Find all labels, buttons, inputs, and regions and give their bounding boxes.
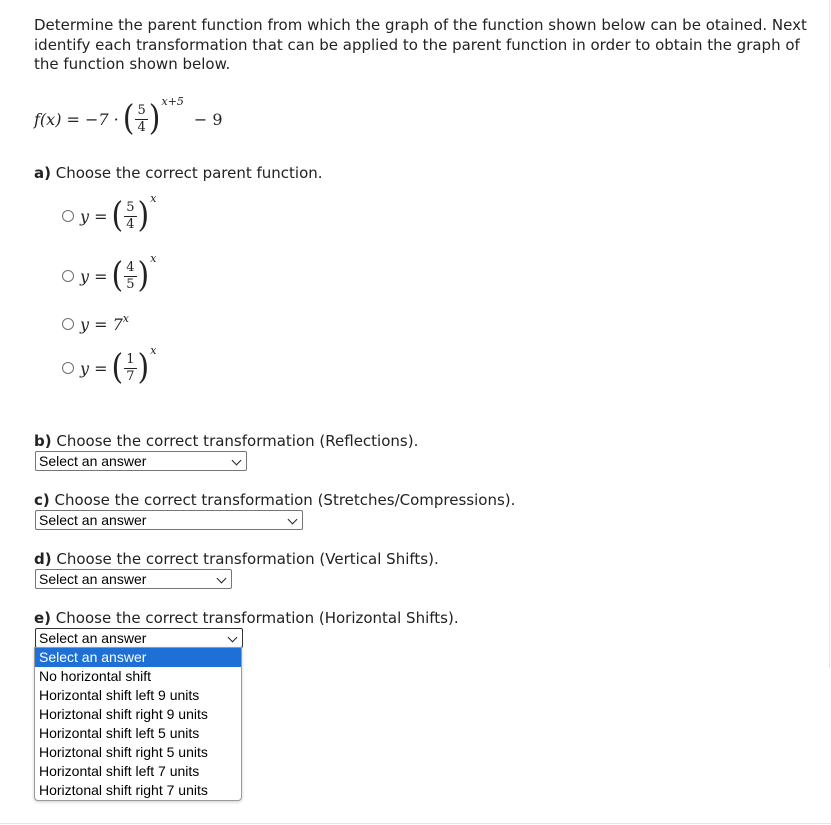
dropdown-option[interactable]: Select an answer — [35, 648, 241, 667]
dropdown-option[interactable]: Horiztonal shift right 9 units — [39, 706, 208, 722]
radio-option-4[interactable] — [62, 362, 74, 374]
horizontal-shifts-select[interactable]: Select an answer — [35, 628, 243, 648]
dropdown-option[interactable]: No horizontal shift — [39, 668, 152, 684]
dropdown-option[interactable]: Horizontal shift left 5 units — [39, 725, 200, 741]
parent-option-1[interactable]: y = ( $\frac{5}{4}$ ) x — [62, 191, 156, 241]
function-tail: − 9 — [193, 109, 223, 129]
stretches-select[interactable]: Select an answer — [35, 510, 303, 530]
vertical-shifts-select[interactable]: Select an answer — [35, 569, 232, 589]
dropdown-option[interactable]: Horizontal shift left 9 units — [39, 687, 200, 703]
reflections-select[interactable]: Select an answer — [35, 451, 247, 471]
function-frac-num: 5 — [137, 102, 146, 118]
chevron-down-icon — [288, 515, 298, 525]
dropdown-option[interactable]: Horiztonal shift right 7 units — [39, 782, 208, 798]
radio-option-2[interactable] — [62, 270, 74, 282]
part-a-title: a) Choose the correct parent function. — [34, 164, 323, 182]
part-e-title: e) Choose the correct transformation (Horizontal Shifts). — [34, 609, 459, 627]
chevron-down-icon — [232, 456, 242, 466]
chevron-down-icon — [228, 633, 238, 643]
radio-option-1[interactable] — [62, 210, 74, 222]
function-expression: f(x) = −7 · ( $\frac{5}{4}$ ) x+5 − 9 — [34, 94, 223, 139]
chevron-down-icon — [217, 574, 227, 584]
dropdown-option[interactable]: Horiztonal shift right 5 units — [39, 744, 208, 760]
function-frac-den: 4 — [137, 119, 146, 135]
dropdown-option[interactable]: Horizontal shift left 7 units — [39, 763, 200, 779]
function-exponent: x+5 — [161, 94, 184, 108]
parent-option-2[interactable]: y = ( $\frac{4}{5}$ ) x — [62, 251, 156, 301]
function-lhs: f(x) = −7 · — [34, 109, 119, 129]
part-c-title: c) Choose the correct transformation (Stretches/Compressions). — [34, 491, 516, 509]
radio-option-3[interactable] — [62, 318, 74, 330]
bottom-border — [0, 823, 831, 824]
right-border — [829, 0, 830, 668]
horizontal-shifts-dropdown — [34, 647, 242, 801]
parent-option-3[interactable]: y = 7 x — [62, 311, 129, 337]
question-intro: Determine the parent function from which the graph of the function shown below can be otained. Next identify each transformation that can be applied to the parent function in order to obtain the graph of the function shown below. — [34, 16, 807, 73]
part-d-title: d) Choose the correct transformation (Vertical Shifts). — [34, 550, 439, 568]
part-b-title: b) Choose the correct transformation (Reflections). — [34, 432, 419, 450]
parent-option-4[interactable]: y = ( $\frac{1}{7}$ ) x — [62, 343, 156, 393]
